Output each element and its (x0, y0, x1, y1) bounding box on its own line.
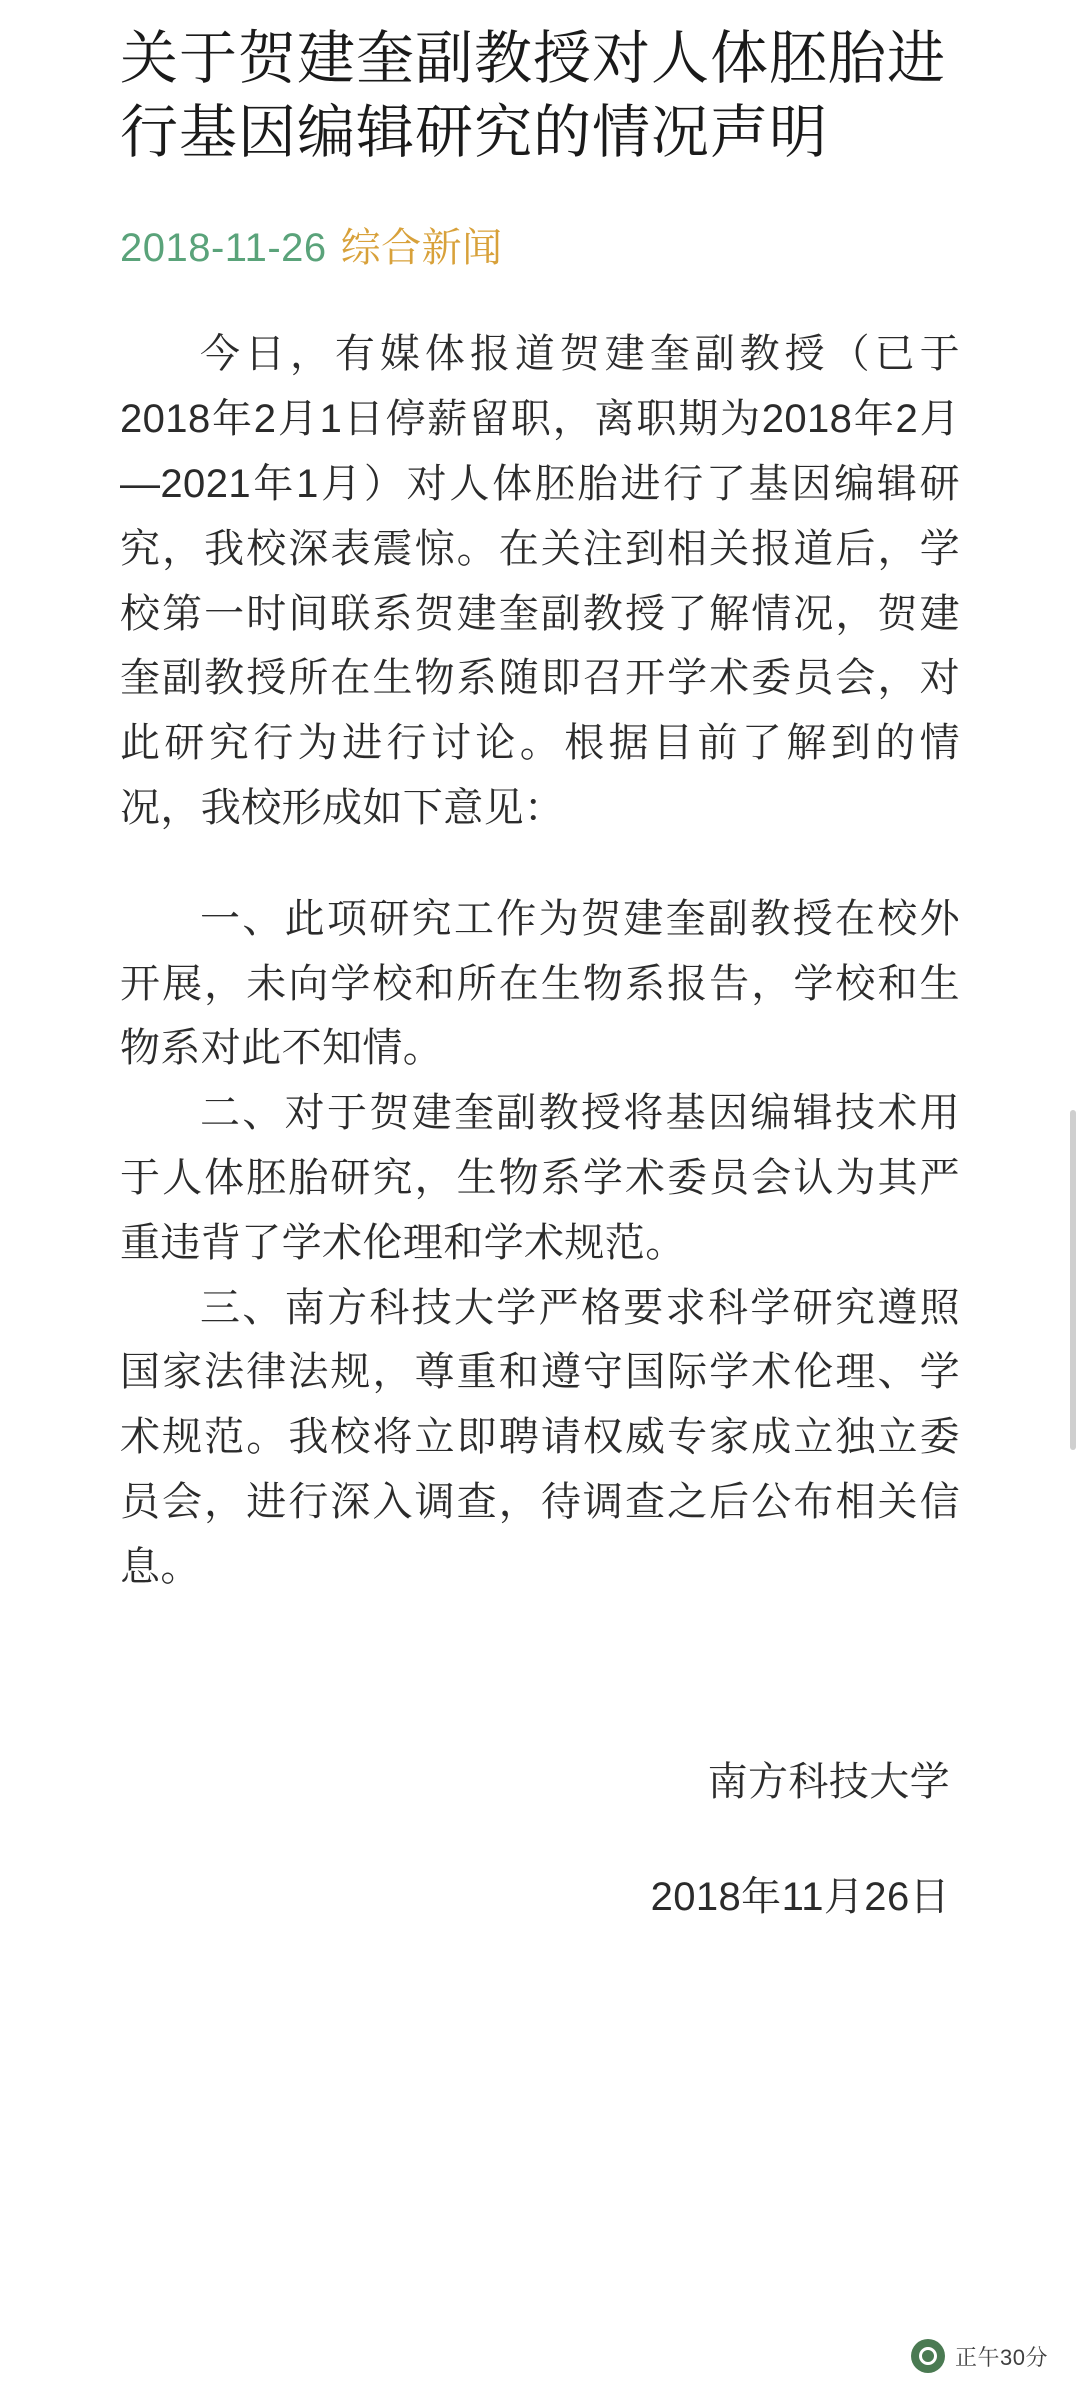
signature-organization: 南方科技大学 (707, 1759, 950, 1804)
vertical-scrollbar[interactable] (1070, 1110, 1076, 1450)
article-paragraph: 三、南方科技大学严格要求科学研究遵照国家法律法规，尊重和遵守国际学术伦理、学术规范。我校将立即聘请权威专家成立独立委员会，进行深入调查，待调查之后公布相关信息。 (120, 1285, 960, 1589)
article-paragraph: 今日，有媒体报道贺建奎副教授（已于2018年2月1日停薪留职，离职期为2018年2月—2021年1月）对人体胚胎进行了基因编辑研究，我校深表震惊。在关注到相关报道后，学校第一时间联系贺建奎副教授了解情况，贺建奎副教授所在生物系随即召开学术委员会，对此研究行为进行讨论。根据目前了解到的情况，我校形成如下意见： (120, 332, 960, 831)
publish-date: 2018-11-26 (120, 226, 327, 271)
article-paragraph: 一、此项研究工作为贺建奎副教授在校外开展，未向学校和所在生物系报告，学校和生物系对此不知情。 (120, 896, 960, 1071)
account-name: 正午30分 (955, 2344, 1048, 2370)
article-body (120, 322, 960, 1599)
signature-date: 2018年11月26日 (650, 1874, 950, 1919)
page-title: 关于贺建奎副教授对人体胚胎进行基因编辑研究的情况声明 (120, 26, 947, 166)
article-category[interactable]: 综合新闻 (340, 226, 503, 271)
article-meta (120, 222, 960, 274)
user-avatar-icon (911, 2339, 945, 2373)
article-paragraph: 二、对于贺建奎副教授将基因编辑技术用于人体胚胎研究，生物系学术委员会认为其严重违背了学术伦理和学术规范。 (120, 1091, 960, 1265)
account-badge[interactable] (901, 2333, 1058, 2379)
